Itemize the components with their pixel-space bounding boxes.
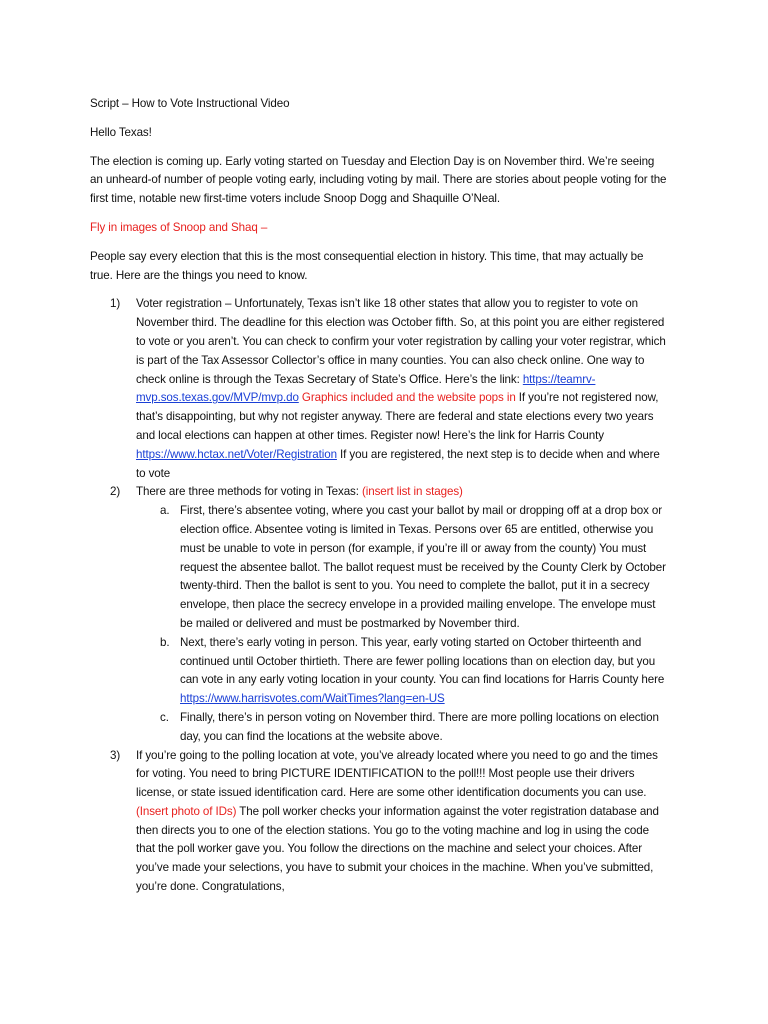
harrisvotes-link[interactable]: https://www.harrisvotes.com/WaitTimes?lang=en-US (180, 692, 445, 706)
document-title: Script – How to Vote Instructional Video (90, 97, 290, 110)
sublist-text: Finally, there’s in person voting on November third. There are more polling locations on election day, you can find the locations at the website above. (180, 710, 659, 743)
item-text: The poll worker checks your information against the voter registration database and then directs you to one of the election stations. You go to the voting machine and log in using the code that the poll worker gave you. You follow the directions on the machine and select your choices. After you’ve made your selections, you have to submit your choices in the machine. When you’ve submitted, you’re done. Congratulations, (136, 804, 659, 894)
consequential-paragraph: People say every election that this is the most consequential election in history. This time, that may actually be true. Here are the things you need to know. (90, 249, 644, 282)
sublist-item-in-person (136, 709, 668, 747)
sublist-text: Next, there’s early voting in person. This year, early voting started on October thirteenth and continued until October thirtieth. There are fewer polling locations than on election day, but you can vote in any early voting location in your county. You can find locations for Harris County here (180, 635, 665, 687)
sublist-letter: c. (160, 710, 169, 724)
intro-paragraph: The election is coming up. Early voting started on Tuesday and Election Day is on November third. We’re seeing an unheard-of number of people voting early, including voting by mail. There are stories about people voting for the first time, notable new first-time voters include Snoop Dogg and Shaquille O’Neal. (90, 154, 667, 206)
item-text: There are three methods for voting in Texas: (136, 485, 362, 499)
list-item-voter-registration (90, 295, 668, 483)
sublist-letter: b. (160, 635, 170, 649)
instruction-list (90, 295, 668, 897)
item-text: If you’re not registered now, that’s disappointing, but why not register anyway. There are federal and state elections every two years and local elections can happen at other times. Register now! Here’s the link for Harris County (136, 391, 659, 442)
greeting: Hello Texas! (90, 125, 152, 139)
sublist-item-absentee (136, 502, 668, 634)
sublist-letter: a. (160, 504, 170, 518)
list-number: 1) (110, 297, 121, 311)
list-number: 2) (110, 485, 121, 499)
item-text: If you are registered, the next step is to decide when and where to vote (136, 447, 660, 480)
sos-mvp-link[interactable]: https://teamrv-mvp.sos.texas.gov/MVP/mvp.do (136, 372, 596, 405)
voting-methods-sublist (136, 502, 668, 746)
sublist-text: First, there’s absentee voting, where you cast your ballot by mail or dropping off at a drop box or election office. Absentee voting is limited in Texas. Persons over 65 are entitled, otherwise you must be unable to vote in person (for example, if you’re ill or away from the county) You must request the absentee ballot. The ballot request must be received by the County Clerk by October twenty-third. Then the ballot is sent to you. You need to complete the ballot, put it in a secrecy envelope, then place the secrecy envelope in a provided mailing envelope. The envelope must be mailed or delivered and must be postmarked by November third. (180, 504, 666, 630)
stages-note: (insert list in stages) (362, 485, 463, 499)
list-item-polling-location (90, 747, 668, 897)
stage-note: Fly in images of Snoop and Shaq – (90, 220, 268, 234)
list-item-voting-methods (90, 483, 668, 746)
list-number: 3) (110, 748, 121, 762)
item-text: Voter registration – Unfortunately, Texas isn’t like 18 other states that allow you to register to vote on November third. The deadline for this election was October fifth. So, at this point you are either registered to vote or you aren’t. You can check to confirm your voter registration by calling your voter registrar, which is part of the Tax Assessor Collector’s office in many counties. You can also check online. One way to check online is through the Texas Secretary of State’s Office. Here’s the link: (136, 297, 666, 386)
ids-photo-note: (Insert photo of IDs) (136, 804, 237, 818)
hctax-registration-link[interactable]: https://www.hctax.net/Voter/Registration (136, 447, 337, 461)
sublist-item-early-voting (136, 634, 668, 709)
graphics-note: Graphics included and the website pops in (301, 391, 516, 405)
item-text: If you’re going to the polling location at vote, you’ve already located where you need to go and the times for voting. You need to bring PICTURE IDENTIFICATION to the poll!!! Most people use their drivers license, or state issued identification card. Here are some other identification documents you can use. (136, 748, 658, 800)
